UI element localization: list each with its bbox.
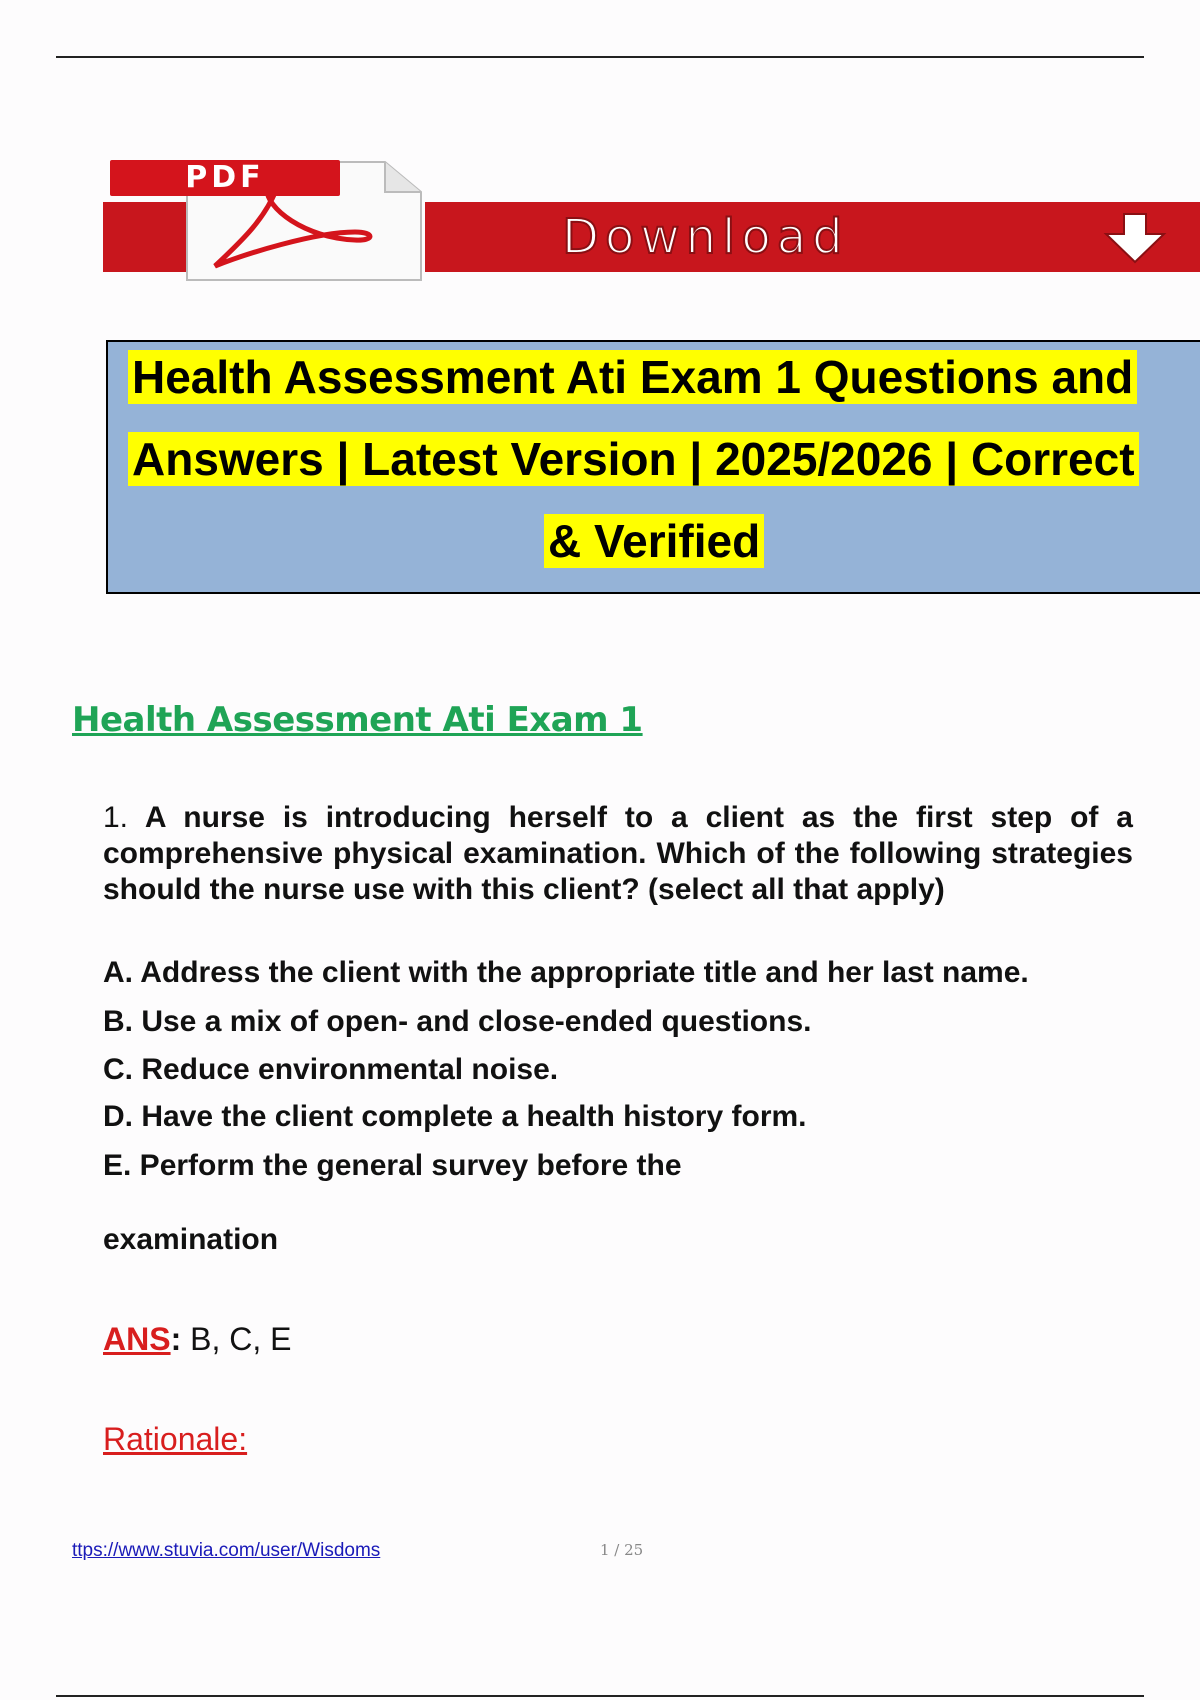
answer-label: ANS: [103, 1321, 171, 1357]
download-banner[interactable]: [100, 150, 1200, 290]
option-e-continuation: examination: [103, 1223, 279, 1256]
option-d: D. Have the client complete a health history form.: [103, 1100, 807, 1133]
section-heading: Health Assessment Ati Exam 1: [72, 700, 643, 740]
footer-link[interactable]: ttps://www.stuvia.com/user/Wisdoms: [72, 1540, 381, 1561]
title-line-1: Health Assessment Ati Exam 1 Questions and: [128, 350, 1137, 404]
answer-line: [103, 1320, 291, 1358]
answer-value: B, C, E: [181, 1321, 292, 1357]
top-rule: [56, 56, 1144, 58]
option-a: A. Address the client with the appropriate title and her last name.: [103, 956, 1029, 989]
pdf-label: PDF: [110, 160, 340, 196]
bottom-rule: [56, 1695, 1144, 1697]
down-arrow-icon[interactable]: [1100, 212, 1170, 264]
option-c: C. Reduce environmental noise.: [103, 1053, 559, 1086]
title-line-3: & Verified: [544, 514, 764, 568]
page-number: 1 / 25: [600, 1541, 644, 1559]
document-title-box: [106, 340, 1200, 594]
rationale-heading: Rationale:: [103, 1421, 248, 1457]
option-b: B. Use a mix of open- and close-ended questions.: [103, 1005, 812, 1038]
title-line-2: Answers | Latest Version | 2025/2026 | Correct: [128, 432, 1139, 486]
answer-separator: :: [170, 1321, 182, 1357]
question-1: [103, 800, 1133, 908]
banner-bar-left: [103, 202, 188, 272]
question-text: A nurse is introducing herself to a client as the first step of a comprehensive physical examination. Which of the following strategies should the nurse use with this client? (select all that apply): [103, 801, 1133, 906]
question-number: 1.: [103, 801, 129, 834]
download-label[interactable]: Download: [562, 209, 849, 265]
option-e: E. Perform the general survey before the: [103, 1149, 682, 1182]
